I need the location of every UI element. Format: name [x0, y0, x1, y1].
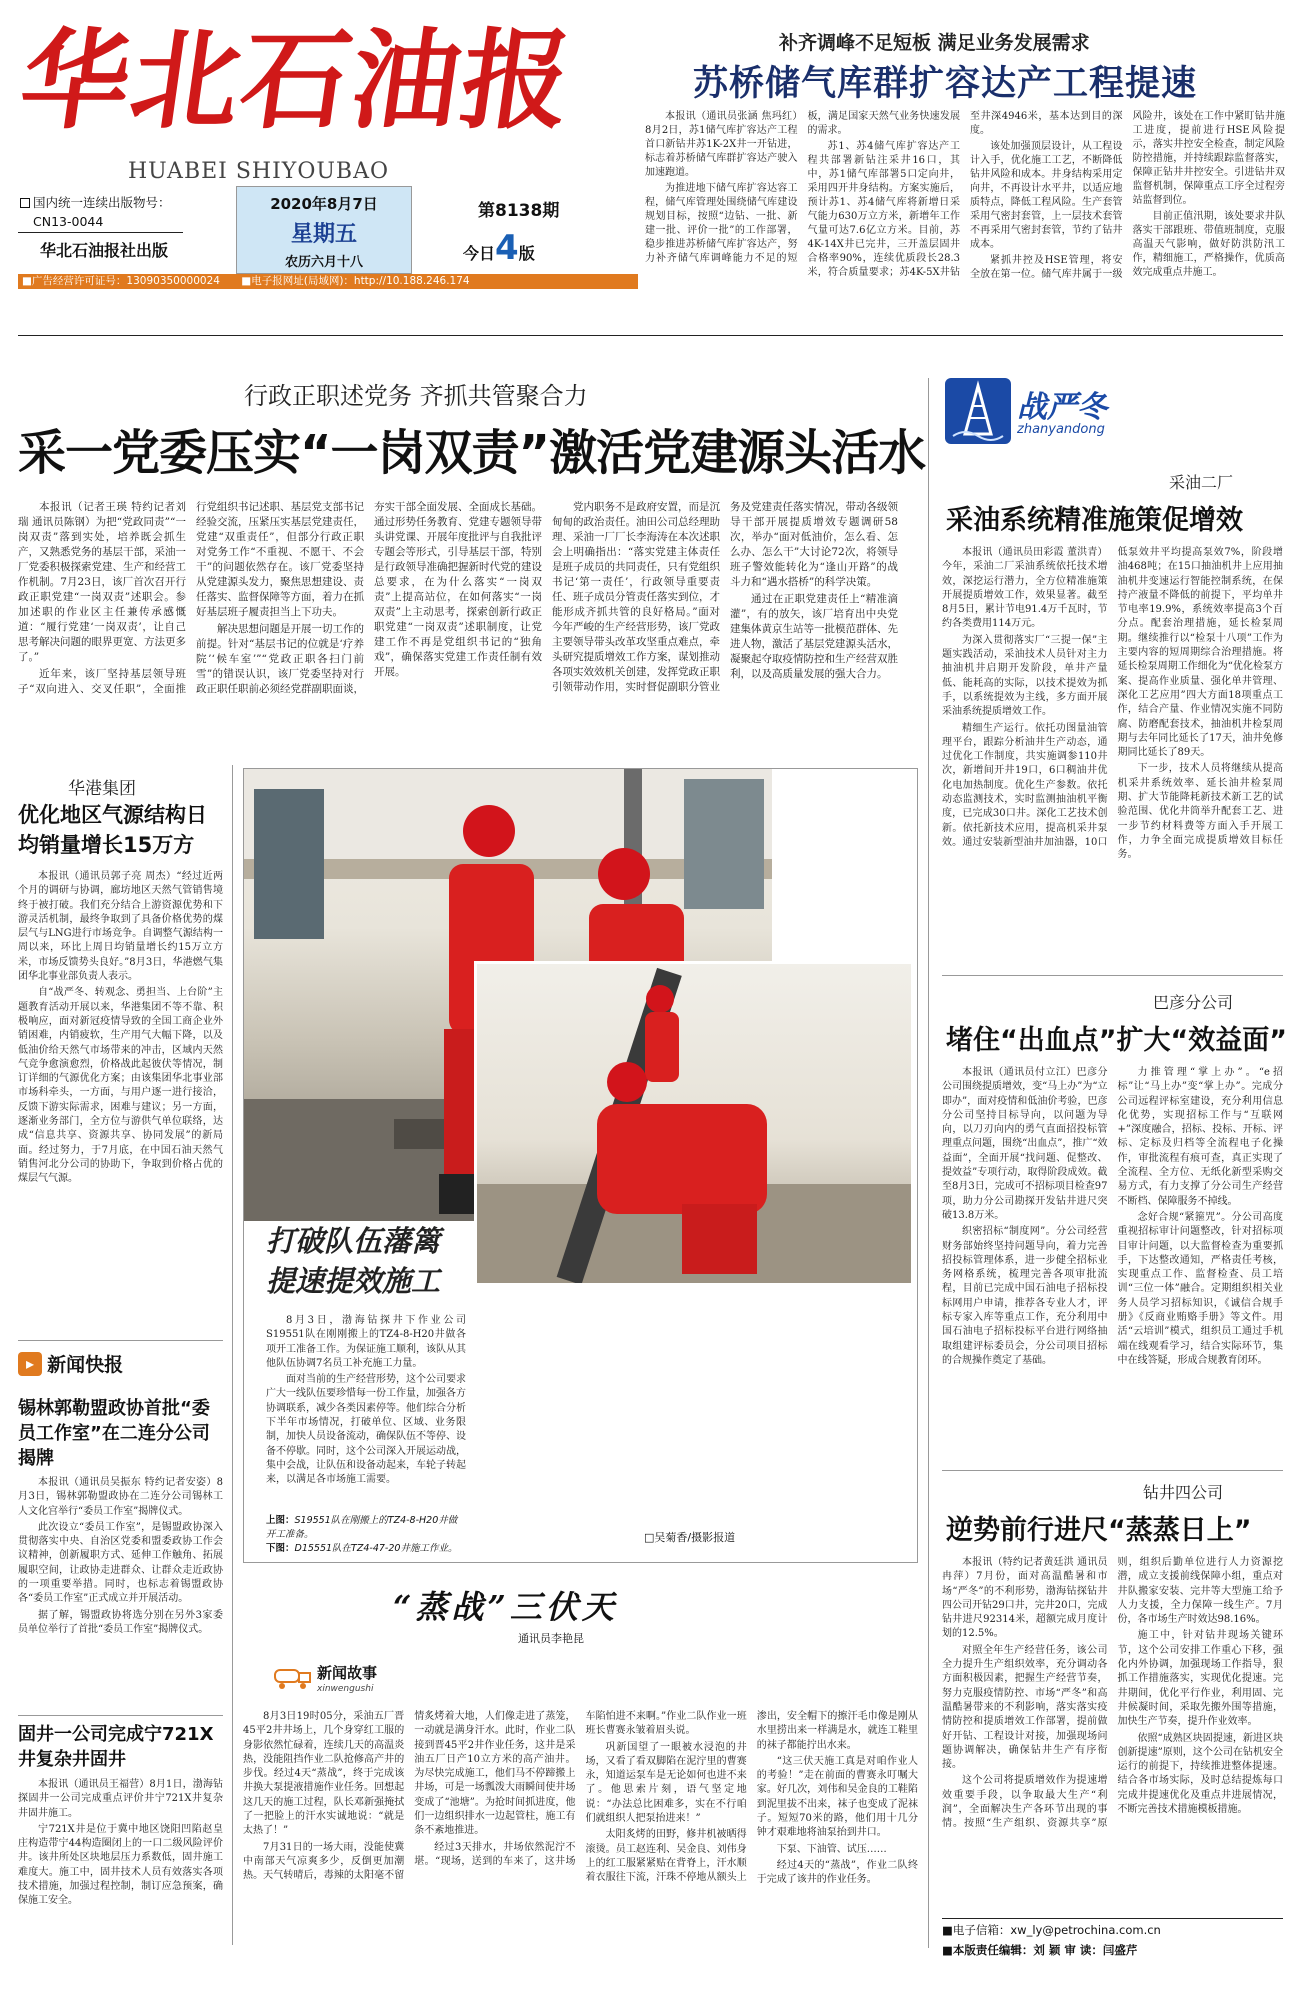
left-story-3-paragraph: 本报讯（通讯员王福营）8月1日，渤海钻探固井一公司完成重点评价井宁721X井复杂井固井施工。	[18, 1779, 223, 1819]
left-story-3	[18, 1722, 223, 1947]
top-story-paragraph: 苏1、苏4储气库扩容达产工程共部署新钻注采井16口，其中，苏1储气库部署5口定向井，采用四开井身结构。方案实施后，预计苏1、苏4储气库将新增日采气能力630万立方米，新增年工作气量可达7.6亿立方米。目前，苏4K-14X井已完井，三开盖层固井合格率90%，连续优质段长28.3米，符合质量要求；苏4K-5X井钻至井深4946米，基本达到目的深度。	[807, 111, 1123, 278]
website: ■电子报网址(局域网)：http://10.188.246.174	[241, 275, 470, 287]
right-story-2-paragraph: 念好合规“紧箍咒”。分公司高度重视招标审计问题整改，针对招标项目审计问题，以大监督检查为重要抓手，下达整改通知，严格责任考核，实现重点工作、监督检查、员工培训“三位一体”融合。定期组织相关业务人员学习招标知识，《诚信合规手册》《反商业贿赂手册》等文件。用活“云培训”模式，组织员工通过手机端在线观看学习，结合实际环节，集中在线答疑，形成合规教育闭环。	[1117, 1211, 1283, 1366]
top-story-paragraph: 为推进地下储气库扩容达容工程，储气库管理处围绕储气库建设规划目标，按照“边钻、一批、新建一批、评价一批”的工作部署，稳步推进苏桥储气库扩容达产，努力补齐储气库调峰能力不足的短板，满足国家天然气业务快速发展的需求。	[645, 111, 960, 264]
essay-headline: “蒸战”三伏天	[393, 1588, 618, 1626]
right-story-1-kicker: 采油二厂	[1168, 473, 1233, 492]
lead-story	[18, 370, 926, 750]
top-story-paragraph: 本报讯（通讯员张涵 焦玛红）8月2日，苏1储气库扩容达产工程首口新钻井苏1K-2X井一开钻进，标志着苏桥储气库群扩容达产驶入加速跑道。	[645, 111, 798, 178]
right-story-3-paragraph: 这个公司将提质增效作为提速增效重要手段，以争取最大生产“利润”，全面解决生产各环节出现的事情。按照“生产组织、资源共享”原则，组织后勤单位进行人力资源挖潜，成立支援前线保障小组，重点对井队搬家安装、完井等大型施工给予人力支援，全力保障一线生产。7月份，各市场生产时效达98.16%。	[942, 1557, 1283, 1830]
essay-paragraph: 7月31日的一场大雨，没能使冀中南部天气凉爽多少，反倒更加潮热。天气转晴后，毒辣的太阳毫不留情炙烤着大地，人们像走进了蒸笼，一动就是满身汗水。此时，作业二队接到晋45平2井作业任务，这井是采油五厂日产10立方米的高产油井。为尽快完成施工，他们马不停蹄搬上井场，可是一场瓢泼大雨瞬间使井场变成了“池塘”。为抢时间抓进度，他们一边组织排水一边起管柱，施工有条不紊地推进。	[243, 1711, 576, 1882]
photo-workers-bottom	[474, 961, 914, 1286]
lead-story-paragraph: 党内职务不是政府安置，而是沉甸甸的政治责任。油田公司总经理助理、采油一厂厂长李海涛在本次述职会上明确指出：“落实党建主体责任是班子成员的共同责任，只有党组织书记‘第一责任’，行政领导重要责任、班子成员分管责任落实到位，才能形成齐抓共管的良好格局。”面对今年严峻的生产经营形势，该厂党政主要领导带头改革攻坚重点难点，牵头研究提质增效工作方案，谋划推动各项实效效机关创建，发挥党政正职引领带动作用，实时督促副职分管业务及党建责任落实情况，带动各级领导干部开展提质增效专题调研58次，举办“面对低油价，怎么看、怎么办、怎么干”大讨论72次，将领导班子警效能转化为“逢山开路”的战斗力和“遇水搭桥”的科学决策。	[552, 501, 898, 693]
right-story-3-body	[942, 1556, 1283, 1906]
lead-story-headline: 采一党委压实“一岗双责”激活党建源头活水	[18, 425, 926, 481]
masthead	[0, 0, 650, 285]
essay-body	[243, 1710, 918, 1945]
caption-top: S19551队在刚搬上的TZ4-8-H20井做开工准备。	[266, 1515, 458, 1540]
lead-story-paragraph: 解决思想问题是开展一切工作的前提。针对“基层书记的位就是‘疗养院’‘候车室’”“党政正职各扫门前雪”的错误认识，该厂党委坚持对行政正职任职前必须经党群副职面谈，夯实干部全面发展、全面成长基础。通过形势任务教育、党建专题领导带头讲党课、开展年度批评与自我批评专题会等形式，引导基层干部，特别是行政领导准确把握新时代党的建设总要求，在为什么落实“一岗双责”上提高站位，在如何落实“一岗双责”上主动思考，探索创新行政正职党建“一岗双责”述职制度，让党建工作不再是党组织书记的“独角戏”，确保落实党建工作责任制有效开展。	[196, 501, 542, 695]
pages-today	[463, 228, 535, 268]
right-story-1-headline: 采油系统精准施策促增效	[946, 505, 1243, 536]
zhanyandong-logo	[945, 378, 1130, 448]
right-story-3-kicker: 钻井四公司	[1142, 1483, 1223, 1502]
zhanyandong-cn: 战严冬	[1017, 390, 1107, 425]
oil-derrick-icon	[945, 378, 1011, 444]
right-story-3-headline: 逆势前行进尺“蒸蒸日上”	[946, 1515, 1252, 1546]
photo-feature-paragraph: 面对当前的生产经营形势，这个公司要求广大一线队伍要珍惜每一份工作量，加强各方协调联系，减少各类因素停等。他们综合分析下半年市场情况，打破单位、区域、业务限制，加快人员设备流动，确保队伍不等停、设备不停歇。同时，这个公司深入开展运动战，集中会战，让队伍和设备动起来，车轮子转起来，以满足各市场施工需要。	[266, 1374, 466, 1486]
photo-feature-title-line2: 提速提效施工	[266, 1264, 441, 1298]
news-story-label-text: 新闻故事	[317, 1664, 378, 1682]
news-flash-body	[18, 1476, 223, 1711]
megaphone-icon: ▸	[18, 1352, 42, 1376]
essay-paragraph: “这三伏天施工真是对咱作业人的考验！”走在前面的曹赛永叮嘱大家。好几次，刘伟和吴金良的工鞋陷到泥里拔不出来，袜子也变成了泥袜子。短短70米的路，他们用十几分钟才艰难地将油泵抬到井口。	[756, 1755, 918, 1839]
essay-paragraph: 太阳炙烤的田野，修井机被晒得滚烫。员工赵连利、吴金良、刘伟身上的红工服紧紧贴在背脊上，汗水顺着衣服往下流，汗珠不停地从额头上渗出，安全帽下的擦汗毛巾像是刚从水里捞出来一样满是水，就连工鞋里的袜子都能拧出水来。	[585, 1711, 918, 1884]
left-story-1-kicker: 华港集团	[68, 779, 136, 799]
news-story-label	[273, 1658, 383, 1708]
left-story-1-paragraph: 自“战严冬、转观念、勇担当、上台阶”主题教育活动开展以来，华港集团不等不靠、积极响应，面对新冠疫情导致的全国工商企业外销困难，内销疲软，生产用气大幅下降，以及低油价给天然气市场带来的冲击，区域内天然气竞争愈演愈烈，价格战此起彼伏等情况，制订详细的气源优化方案；由该集团华北事业部市场科牵头，一方面，与用户逐一进行接洽，反馈下游实际需求，困难与建议；另一方面，逐渐业务部门，全方位与游供气单位联络，达成“信息共享、资源共享、协同发展”的新局面。经过努力，于7月底，在中国石油天然气销售河北分公司的协助下，争取到价格占优的煤层气气源。	[18, 987, 223, 1185]
news-flash-headline: 锡林郭勒盟政协首批“委员工作室”在二连分公司揭牌	[18, 1398, 210, 1469]
right-story-3-paragraph: 对照全年生产经营任务，该公司全力提升生产组织效率，充分调动各方面积极因素，把握生产经营节奏，努力克服疫情防控、市场“严冬”和高温酷暑带来的不利影响，落实落实疫情防控和提质增效工作部署，提前做好开钻、工程设计对接，加强现场问题协调解决，确保钻井生产有序衔接。	[942, 1644, 1108, 1771]
top-story-body	[645, 110, 1285, 325]
tanker-truck-icon	[273, 1662, 313, 1692]
essay-paragraph: 经过4天的“蒸战”，作业二队终于完成了该井的作业任务。	[756, 1859, 918, 1886]
news-flash-paragraph: 本报讯（通讯员吴振东 特约记者安姿）8月3日，锡林郭勒盟政协在二连分公司锡林工人文化宫举行“委员工作室”揭牌仪式。	[18, 1477, 223, 1517]
pages-prefix: 今日	[463, 244, 496, 263]
left-story-1-headline: 优化地区气源结构日均销量增长15万方	[18, 803, 207, 857]
right-story-2-body	[942, 1066, 1283, 1461]
left-story-1	[18, 770, 223, 1335]
photo-credit: □吴菊香/摄影报道	[644, 1531, 736, 1544]
date: 2020年8月7日	[270, 195, 378, 213]
photo-feature-paragraph: 8月3日，渤海钻探井下作业公司S19551队在刚刚搬上的TZ4-8-H20井做各项开工准备工作。为保证施工顺利，该队从其他队伍协调7名员工补充施工力量。	[266, 1315, 466, 1369]
info-bar	[18, 274, 638, 289]
right-story-1-body	[942, 546, 1283, 946]
right-story-1-paragraph: 本报讯（通讯员田彩霞 董洪青）今年，采油二厂采油系统依托技术增效，深挖运行潜力，全方位精准施策开展提质增效工作，效果显著。截至8月5日，累计节电91.4万千瓦时，节约各类费用114万元。	[942, 547, 1108, 630]
weekday: 星期五	[290, 222, 357, 247]
right-story-1-paragraph: 为深入贯彻落实厂“三提一保”主题实践活动，采油技术人员针对主力抽油机井启期开发阶段，单井产量低、能耗高的实际，以技术提效为抓手，以系统提效为主线，多方面开展采油系统提质增效工作。	[942, 634, 1108, 718]
essay-paragraph: 巩新国望了一眼被水浸泡的井场，又看了看双脚陷在泥泞里的曹赛永，知道运泵车是无论如何也进不来了。他思索片刻，语气坚定地说：“办法总比困难多，实在不行咱们就组织人把泵抬进来！”	[585, 1741, 747, 1825]
news-flash	[18, 1346, 223, 1716]
essay-paragraph: 8月3日19时05分，采油五厂晋45平2井井场上，几个身穿红工服的身影依然忙碌着，连续几天的高温炎热，没能阻挡作业二队抢修高产井的步伐。经过4天“蒸战”，终于完成该井换大泵提液措施作业任务。回想起这几天的施工过程，队长邓新强掩拭了一把脸上的汗水实诚地说：“就是太热了！”	[243, 1711, 405, 1837]
right-story-2-paragraph: 织密招标“制度网”。分公司经营财务部始终坚持问题导向，着力完善招投标管理体系，进一步健全招标业务网格系统，梳理完善各项审批流程，目前已完成中国石油电子招标投标网用户申请，推荐各专业人才，评标专家入库等重点工作，充分利用中国石油电子招标投标平台进行网络抽取组建评标委员会，分公司项目招标的合规操作奠定了基础。	[942, 1226, 1108, 1366]
right-story-3-paragraph: 本报讯（特约记者黄廷洪 通讯员冉萍）7月份，面对高温酷暑和市场“严冬”的不利形势，渤海钻探钻井四公司开钻29口井，完井20口，完成钻井进尺92314米，超额完成月度计划的12.5%。	[942, 1557, 1108, 1640]
cn-number-block	[20, 193, 185, 231]
footer-editor: ■本版责任编辑：刘 颖 审 读：闫盛芹	[942, 1943, 1138, 1957]
photo-feature-title	[266, 1221, 476, 1306]
left-story-3-headline: 固井一公司完成宁721X井复杂井固井	[18, 1724, 214, 1770]
photo-feature-title-line1: 打破队伍藩篱	[266, 1224, 441, 1258]
zhanyandong-pinyin: zhanyandong	[1017, 422, 1105, 437]
left-story-3-body	[18, 1778, 223, 1943]
right-story-3-paragraph: 施工中，针对钻井现场关键环节，这个公司安排工作重心下移，强化内外协调，加强现场工作指导，狠抓工作措施落实，实现优化提速。完井期间，优化平行作业，利用固、完井候凝时间，采取先搬外围等措施，加快生产节奏，提升作业效率。	[1117, 1630, 1283, 1728]
right-story-2	[942, 982, 1287, 1467]
lead-story-paragraph: 近年来，该厂坚持基层领导班子“双向进入、交叉任职”，全面推行党组织书记述职、基层党支部书记经验交流，压紧压实基层党建责任，党建“双重责任”，但部分行政正职对党务工作“不重视、不愿干、不会干”的问题依然存在。该厂党委坚持从党建源头发力，聚焦思想建设、责任落实、监督保障等方面，着力在抓好基层班子履责担当上下功夫。	[18, 501, 364, 695]
photo-feature	[243, 768, 918, 1563]
masthead-pinyin: HUABEI SHIYOUBAO	[128, 159, 389, 184]
top-story-headline: 苏桥储气库群扩容达产工程提速	[693, 64, 1198, 104]
essay	[243, 1578, 918, 1948]
lead-story-kicker: 行政正职述党务 齐抓共管聚合力	[244, 382, 588, 410]
top-story-paragraph: 该处加强顶层设计，从工程设计入手，优化施工工艺，不断降低钻井风险和成本。井身结构采用定向井，不再设计水平井，以适应地质特点，降低工程风险。生产套管采用气密封套管，上一层技术套管不再采用气密封套管，节约了钻井成本。	[970, 141, 1123, 250]
right-story-3	[942, 1476, 1283, 1916]
right-story-2-paragraph: 力推管理“掌上办”。“e招标”让“马上办”变“掌上办”。完成分公司远程评标室建设，充分利用信息化优势，实现招标工作与“互联网+”深度融合，招标、投标、开标、评标、定标及归档等全流程电子化操作，审批流程有痕可查，真正实现了全流程、全方位、无纸化新型采购交易方式，有力支撑了分公司生产经营不断档、保障服务不掉线。	[1117, 1067, 1283, 1207]
caption-bottom-label: 下图：	[266, 1543, 295, 1554]
right-story-1-paragraph: 下一步，技术人员将继续从提高机采井系统效率、延长油井检泵周期、扩大节能降耗新技术新工艺的试验范围、优化井筒举升配套工艺、进一步节约材料费等方面入手开展工作，力争全面完成提质增效目标任务。	[1117, 763, 1283, 861]
cn-label: 国内统一连续出版物号：	[33, 195, 171, 210]
top-story-paragraph: 目前正值汛期，该处要求井队落实干部跟班、带值班制度，克服高温天气影响，做好防洪防汛工作，精细施工，严格操作，优质高效完成重点井施工。	[1132, 211, 1285, 278]
news-flash-label: 新闻快报	[47, 1354, 124, 1376]
pages-suffix: 版	[518, 244, 535, 263]
right-story-2-kicker: 巴彦分公司	[1152, 993, 1233, 1012]
news-flash-label-box	[18, 1350, 123, 1378]
top-story-paragraph: 紧抓井控及HSE管理，将安全放在第一位。储气库井属于一级风险井，该处在工作中紧盯钻井施工进度，提前进行HSE风险提示，落实井控安全检查，制定风险防控措施，并持续跟踪监督落实，保障正钻井井控安全。引进钻井双监督机制，保障重点工序全过程旁站监督到位。	[970, 111, 1285, 280]
right-story-1-paragraph: 精细生产运行。依托功图量油管理平台，跟踪分析油井生产动态，通过优化工作制度，共实施调参110井次，新增间开井19口，6口稠油井优化电加热制度。优化生产参数。依托动态监测技术，实时监测抽油机平衡度，已完成30口井。深化工艺技术创新。依托新技术应用，提高机采井泵效。通过安装新型油井加油器，10口低泵效井平均提高泵效7%，阶段增油468吨；在15口抽油机井上应用抽油机井变速运行智能控制系统，在保持产液量不降低的前提下，平均单井节电率19.9%，系统效率提高3个百分点。配套治理措施，延长检泵周期。继续推行以“检泵十八项”工作为主要内容的短周期综合治理措施。将延长检泵周期工作细化为“优化检泵方案、提高作业质量、强化单井管理、深化工艺应用”四大方面18项重点工作，结合产量、作业情况实施不同防腐、防磨配套技术，抽油机井检泵周期与去年同比延长了17天，油井免修期同比延长了89天。	[942, 547, 1283, 848]
lead-story-paragraph: 通过在正职党建责任上“精准滴灌”，有的放矢，该厂培育出中央党建集体黄京生站等一批模范群体、先进人物，激活了基层党建源头活水，凝聚起夺取疫情防控和生产经营双胜利，以及高质量发展的强大合力。	[730, 593, 898, 680]
caption-bottom: D15551队在TZ4-47-20井施工作业。	[294, 1543, 458, 1554]
cn-number: CN13-0044	[33, 214, 104, 229]
news-flash-paragraph: 据了解，锡盟政协将选分别在另外3家委员单位举行了首批“委员工作室”揭牌仪式。	[18, 1609, 223, 1635]
photo-feature-body	[266, 1314, 466, 1514]
top-story	[645, 0, 1285, 330]
photo-captions	[266, 1514, 466, 1556]
date-box	[236, 186, 412, 274]
caption-top-label: 上图：	[266, 1515, 295, 1526]
right-story-1	[942, 462, 1283, 952]
left-story-1-body	[18, 870, 223, 1330]
news-story-label-pinyin: xinwengushi	[317, 1684, 374, 1694]
left-story-3-paragraph: 宁721X井是位于冀中地区饶阳凹陷赵皇庄构造带宁44构造圈闭上的一口二级风险评价井。该井所处区块地层压力系数低，固井施工难度大。施工中，固井技术人员有效落实各项技术措施，加强过程控制，制订应急预案，确保施工安全。	[18, 1823, 223, 1907]
pages-number: 4	[495, 228, 519, 268]
news-flash-paragraph: 此次设立“委员工作室”，是锡盟政协深入贯彻落实中央、自治区党委和盟委政协工作会议精神，创新履职方式、延伸工作触角、拓展履职空间，让政协走进群众、让群众走近政协的一项重要举措。同时，也标志着锡盟政协各“委员工作室”正式成立并开展活动。	[18, 1521, 223, 1605]
essay-paragraph: 经过3天排水，井场依然泥泞不堪。“现场，送到的车来了，这井场车陷怕进不来啊。”作业二队作业一班班长曹赛永皱着眉头说。	[414, 1711, 747, 1867]
lead-story-body	[18, 500, 898, 745]
lead-story-paragraph: 本报讯（记者王瑛 特约记者刘瑞 通讯员陈钢）为把“党政同责”“一岗双责”落到实处，培养既会抓生产，又熟悉党务的基层干部，采油一厂党委积极探索党建、生产和经营工作机制。7月23日，该厂首次召开行政正职党建“一岗双责”述职会。参加述职的作业区主任兼传承感慨道：“履行党建‘一岗双责’，让自己思考解决问题的眼界更宽、方法更多了。”	[18, 501, 186, 663]
essay-byline: 通讯员李艳昆	[518, 1632, 584, 1645]
footer	[942, 1920, 1283, 1970]
lunar-date: 农历六月十八	[284, 255, 363, 270]
right-story-3-paragraph: 依照“成熟区块固提速，新进区块创新提速”原则，这个公司在钻机安全运行的前提下，持续推进整体提速。结合各市场实际，及时总结提炼每口完成井提速优化及重点井进展情况，不断完善技术措施模板措施。	[1117, 1732, 1283, 1816]
top-story-kicker: 补齐调峰不足短板 满足业务发展需求	[779, 32, 1090, 54]
footer-email: ■电子信箱：xw_ly@petrochina.com.cn	[942, 1923, 1161, 1937]
right-story-2-paragraph: 本报讯（通讯员付立江）巴彦分公司围绕提质增效，变“马上办”为“立即办”，面对疫情和低油价考验，巴彦分公司坚持目标导向，以问题为导向，以刀刃向内的勇气直面招投标管理重点问题，围绕“出血点”，推广“效益面”，全面开展“找问题、促整改、提效益”专项行动，取得阶段成效。截至8月3日，完成可不招标项目检查97项，助力分公司勘探开发钻井进尺突破13.8万米。	[942, 1067, 1108, 1221]
ad-license: ■广告经营许可证号：13090350000024	[22, 275, 220, 287]
right-story-2-headline: 堵住“出血点”扩大“效益面”	[946, 1025, 1287, 1056]
publisher: 华北石油报社出版	[40, 241, 169, 260]
masthead-title: 华北石油报	[13, 18, 581, 144]
left-story-1-paragraph: 本报讯（通讯员郭子亮 周杰）“经过近两个月的调研与协调，廊坊地区天然气管销售境终于被打破。我们充分结合上游资源优势和下游灵活机制，最终争取到了具备价格优势的煤层气与LNG进行市场竞争。自调整气源结构一周以来，环比上周日均销量增长约15万立方米，市场反馈势头良好。”8月3日，华港燃气集团华北事业部负责人表示。	[18, 871, 223, 983]
issue-number: 第8138期	[478, 201, 560, 221]
essay-paragraph: 下泵、下油管、试压……	[776, 1843, 887, 1855]
